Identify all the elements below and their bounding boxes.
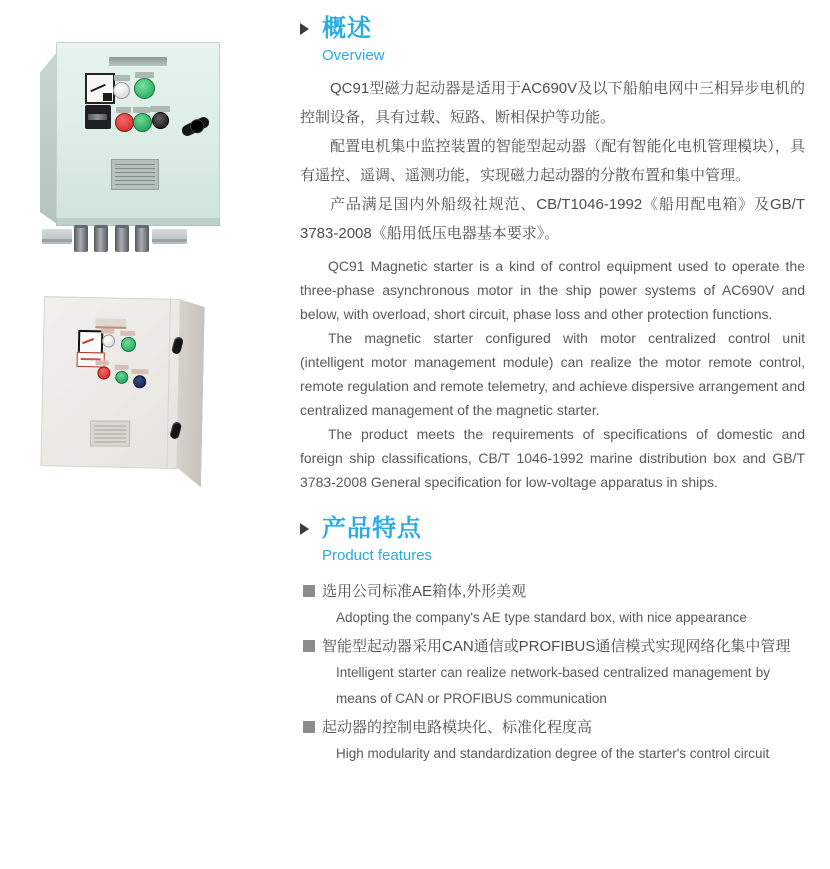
- black-pushbutton: [152, 112, 169, 129]
- features-title-zh: 产品特点: [322, 515, 422, 542]
- green-pushbutton: [115, 371, 128, 384]
- cable-gland: [74, 225, 88, 252]
- feature-item: [300, 714, 805, 767]
- feature-en-text: Intelligent starter can realize network-based centralized management by means of CAN or PROFIBUS communication: [336, 665, 770, 706]
- feature-zh-text: 起动器的控制电路模块化、标准化程度高: [322, 719, 593, 736]
- mounting-foot: [152, 229, 187, 244]
- feature-item: [300, 578, 805, 631]
- green-pushbutton: [133, 113, 152, 132]
- feature-item: [300, 633, 805, 712]
- button-label-plate: [114, 365, 128, 370]
- square-bullet-icon: [303, 585, 315, 597]
- triangle-bullet-icon: [300, 23, 309, 35]
- feature-zh: [303, 633, 805, 660]
- cabinet-door: [56, 42, 220, 220]
- label-strip: [95, 318, 126, 329]
- ammeter-gauge-icon: [85, 73, 115, 104]
- overview-paragraphs-zh: [300, 74, 805, 248]
- green-pushbutton: [134, 78, 155, 99]
- button-label-plate: [120, 331, 135, 336]
- feature-zh-text: 智能型起动器采用CAN通信或PROFIBUS通信模式实现网络化集中管理: [322, 638, 791, 655]
- nameplate: [111, 159, 159, 190]
- content-column: [300, 14, 805, 769]
- button-label-plate: [96, 360, 109, 365]
- features-header: [300, 514, 805, 566]
- overview-title-en: Overview: [322, 47, 385, 64]
- label-strip: [109, 57, 167, 66]
- cabinet-side-panel: [40, 52, 57, 224]
- feature-zh: [303, 578, 805, 605]
- overview-paragraph-zh-2: 配置电机集中监控装置的智能型起动器（配有智能化电机管理模块），具有遥控、遥调、遥测功能，实现磁力起动器的分散布置和集中管理。: [300, 138, 805, 184]
- overview-header: [300, 14, 805, 66]
- feature-en-text: Adopting the company's AE type standard box, with nice appearance: [336, 610, 747, 625]
- circuit-breaker-icon: [85, 105, 111, 129]
- overview-paragraph-en-1: QC91 Magnetic starter is a kind of control equipment used to operate the three-phase asynchronous motor in the ship power systems of AC690V and below, with overload, short circuit, phase loss and other protection functions.: [300, 258, 805, 322]
- overview-paragraph-zh-1: QC91型磁力起动器是适用于AC690V及以下船舶电网中三相异步电机的控制设备，具有过载、短路、断相保护等功能。: [300, 80, 805, 126]
- white-indicator-button: [113, 82, 130, 99]
- overview-paragraph-zh-3: 产品满足国内外船级社规范、CB/T1046-1992《船用配电箱》及GB/T 3783-2008《船用低压电器基本要求》。: [300, 196, 805, 242]
- overview-paragraph-en-3: The product meets the requirements of specifications of domestic and foreign ship classifications, CB/T 1046-1992 marine distribution box and GB/T 3783-2008 General specification for low-voltage apparatus in ships.: [300, 426, 805, 490]
- cable-gland: [115, 225, 129, 252]
- feature-zh-text: 选用公司标准AE箱体,外形美观: [322, 583, 527, 600]
- square-bullet-icon: [303, 640, 315, 652]
- ammeter-gauge-icon: [78, 330, 103, 355]
- mounting-foot: [42, 229, 72, 244]
- feature-list: [300, 578, 805, 767]
- cable-gland: [94, 225, 108, 252]
- triangle-bullet-icon: [300, 523, 309, 535]
- overview-title-zh: 概述: [322, 15, 372, 42]
- overview-paragraphs-en: [300, 254, 805, 494]
- product-photo-front-view: [40, 42, 230, 254]
- feature-en-text: High modularity and standardization degree of the starter's control circuit: [336, 746, 770, 761]
- nameplate: [90, 421, 130, 447]
- blue-pushbutton: [133, 375, 146, 388]
- product-photo-angled-view: [42, 290, 218, 496]
- rotary-switch-handle: [180, 115, 211, 138]
- button-label-plate: [131, 369, 148, 374]
- feature-zh: [303, 714, 805, 741]
- square-bullet-icon: [303, 721, 315, 733]
- button-label-plate: [101, 328, 114, 333]
- green-pushbutton: [121, 337, 136, 352]
- overview-paragraph-en-2: The magnetic starter configured with motor centralized control unit (intelligent motor management module) can realize the motor remote control, remote regulation and remote telemetry, and achieve dispersive arrangement and centralized management of the magnetic starter.: [300, 330, 805, 418]
- button-label-plate: [114, 75, 130, 81]
- red-pushbutton: [115, 113, 134, 132]
- cable-gland: [135, 225, 149, 252]
- white-indicator-button: [102, 334, 115, 347]
- cabinet-door: [40, 296, 181, 469]
- features-title-en: Product features: [322, 547, 433, 564]
- red-pushbutton: [97, 366, 110, 379]
